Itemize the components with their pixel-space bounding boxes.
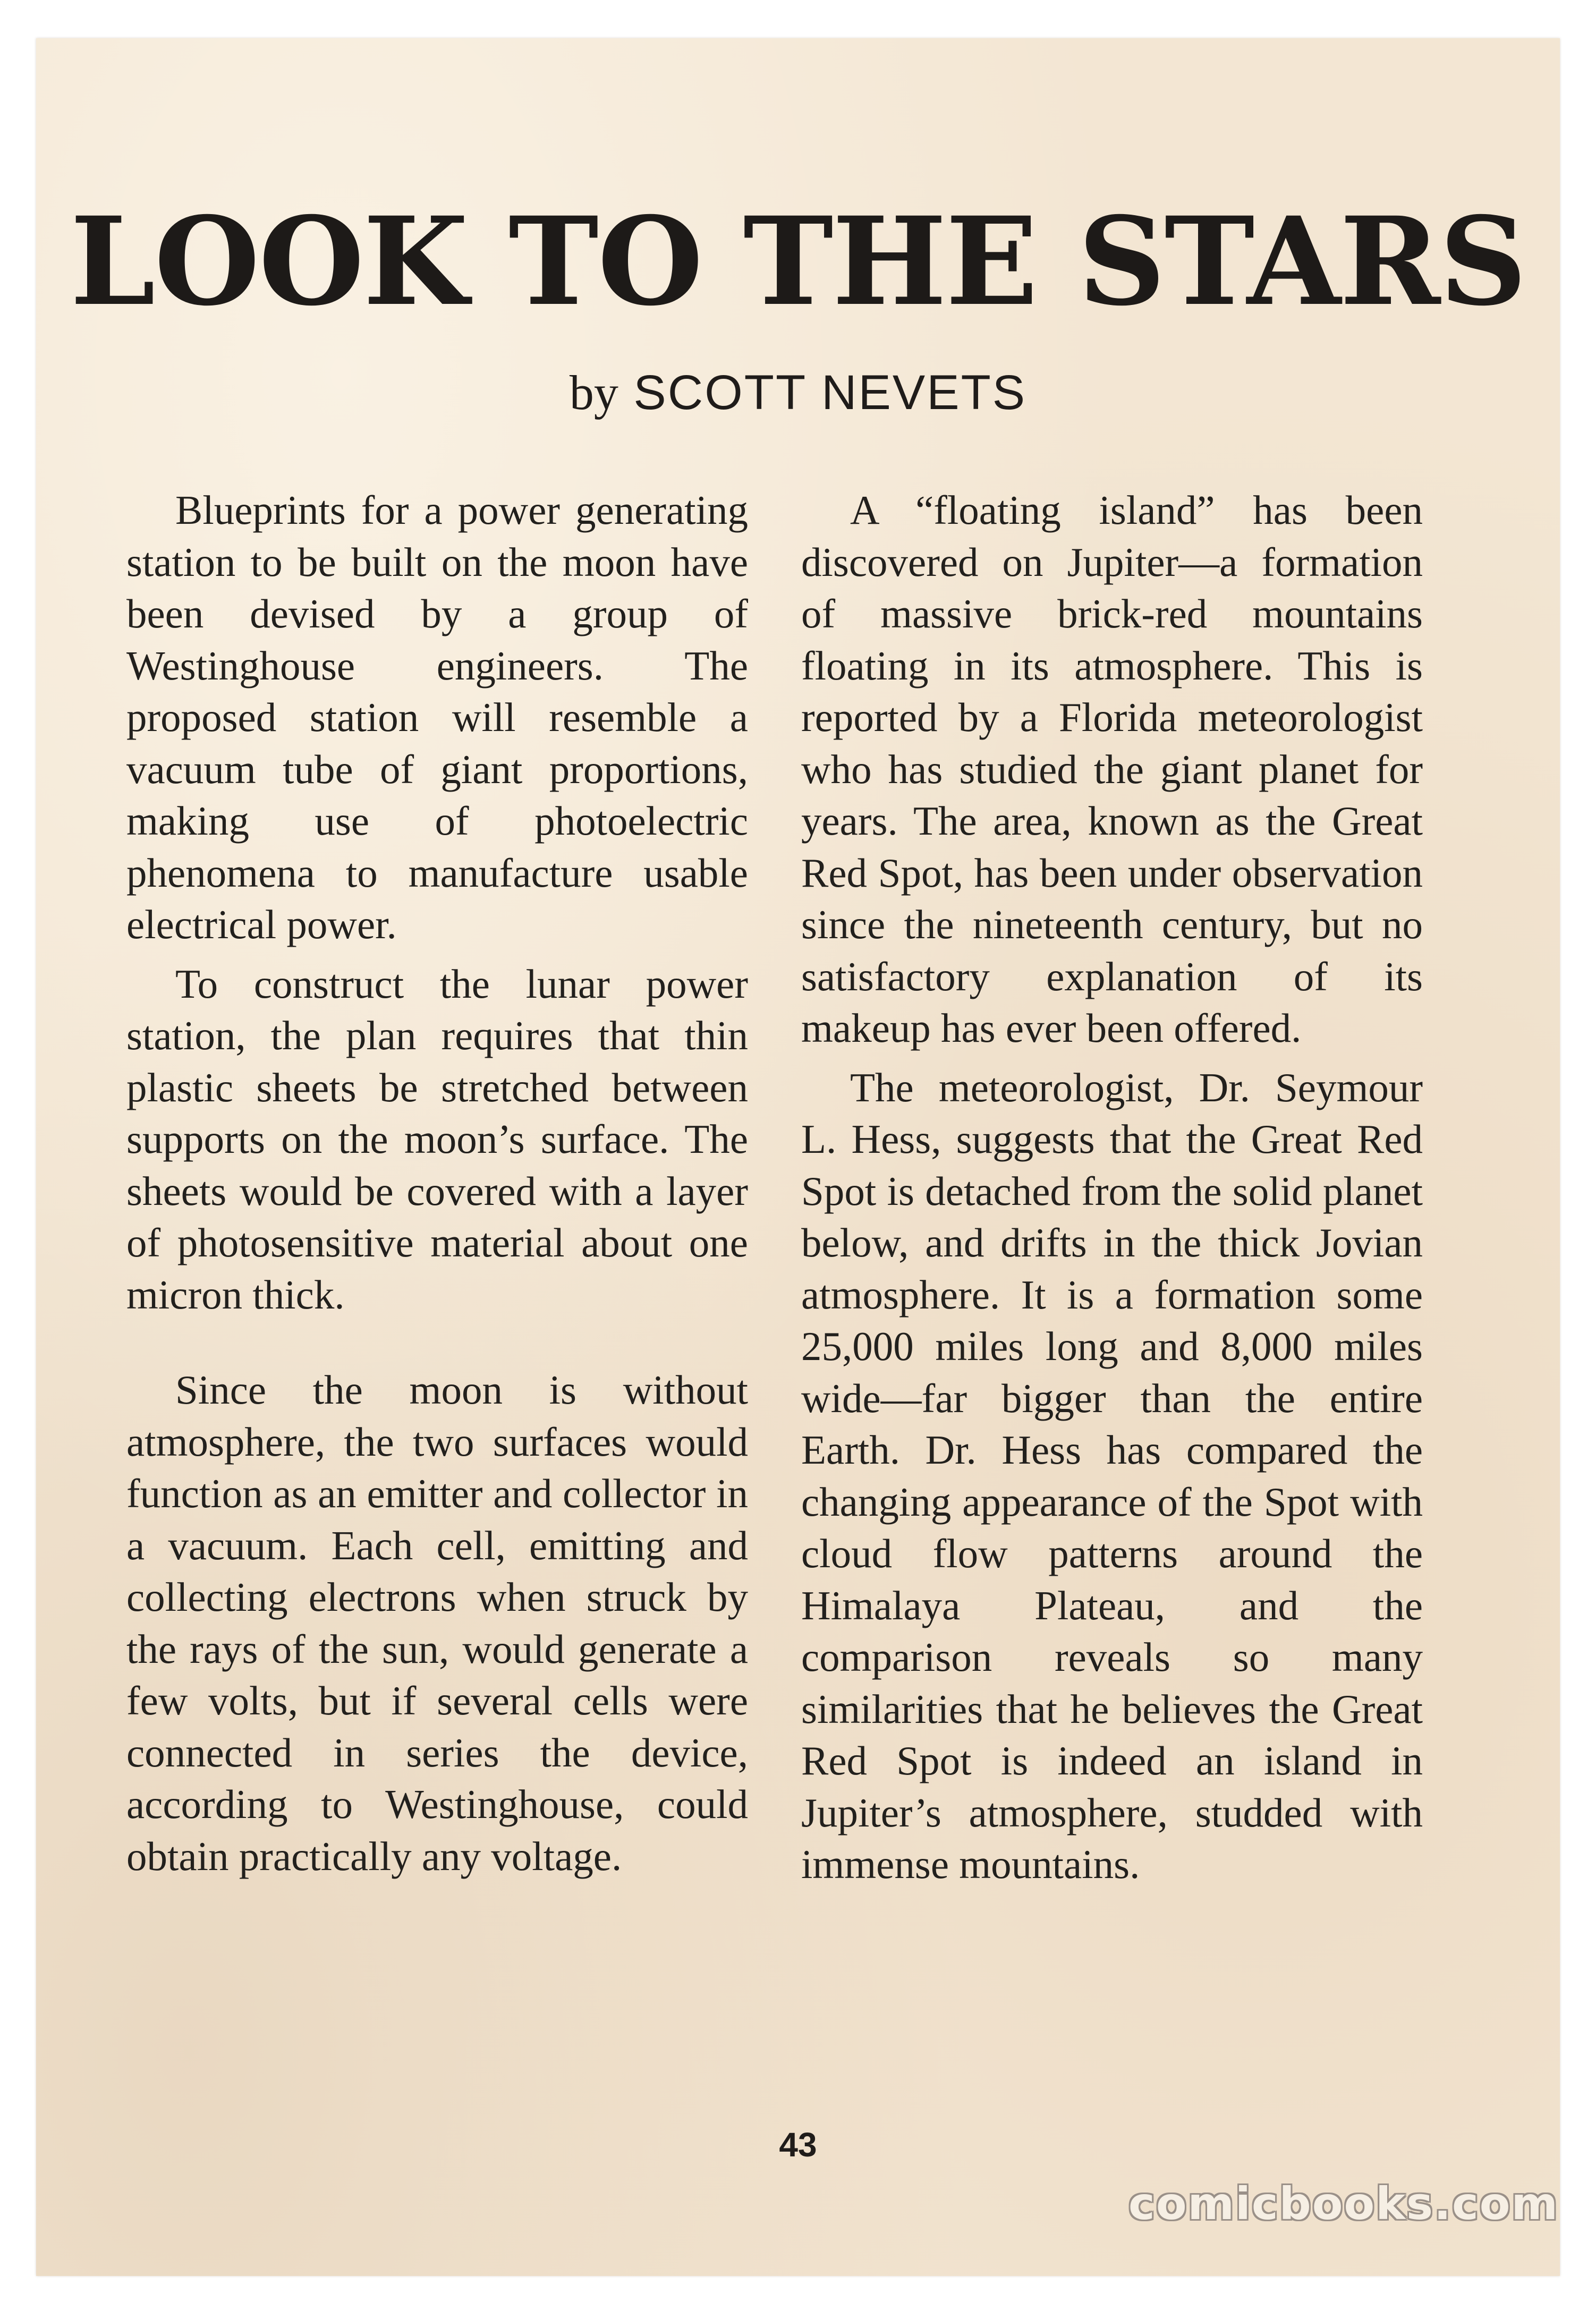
paragraph: The meteorologist, Dr. Seymour L. Hess, suggests that the Great Red Spot is detached from the solid planet below, and drifts in the thick Jovian atmosphere. It is a formation some 25,000 miles long and 8,000 miles wide—far bigger than the entire Earth. Dr. Hess has compared the changing appearance of the Spot with cloud flow patterns around the Himalaya Plateau, and the comparison reveals so many similarities that he believes the Great Red Spot is indeed an island in Jupiter’s atmosphere, studded with immense mountains. [801,1064,1423,1887]
magazine-page [36,38,1560,2276]
right-column [801,485,1423,1898]
left-column [126,485,748,1890]
author-name: SCOTT NEVETS [633,366,1027,420]
byline-prefix: by [569,366,618,420]
paragraph: To construct the lunar power station, the plan requires that thin plastic sheets be stretched between supports on the moon’s surface. The sheets would be covered with a layer of photosensitive material about one micron thick. [126,961,748,1318]
paragraph: Blueprints for a power generating station to be built on the moon have been devised by a group of Westinghouse engineers. The proposed station will resemble a vacuum tube of giant proportions, making use of photoelectric phenomena to manufacture usable electrical power. [126,487,748,947]
watermark-logo: comicbooks.com [1128,2178,1559,2230]
paragraph: Since the moon is without atmosphere, the two surfaces would function as an emitter and collector in a vacuum. Each cell, emitting and collecting electrons when struck by the rays of the sun, would generate a few volts, but if several cells were connected in series the device, according to Westinghouse, could obtain practically any voltage. [126,1367,748,1879]
paragraph: A “floating island” has been discovered on Jupiter—a formation of massive brick-red mountains floating in its atmosphere. This is reported by a Florida meteorologist who has studied the giant planet for years. The area, known as the Great Red Spot, has been under observation since the nineteenth century, but no satisfactory explanation of its makeup has ever been offered. [801,487,1423,1051]
page-number: 43 [779,2126,817,2164]
article-title: LOOK TO THE STARS [70,190,1526,333]
article-byline [36,363,1560,422]
